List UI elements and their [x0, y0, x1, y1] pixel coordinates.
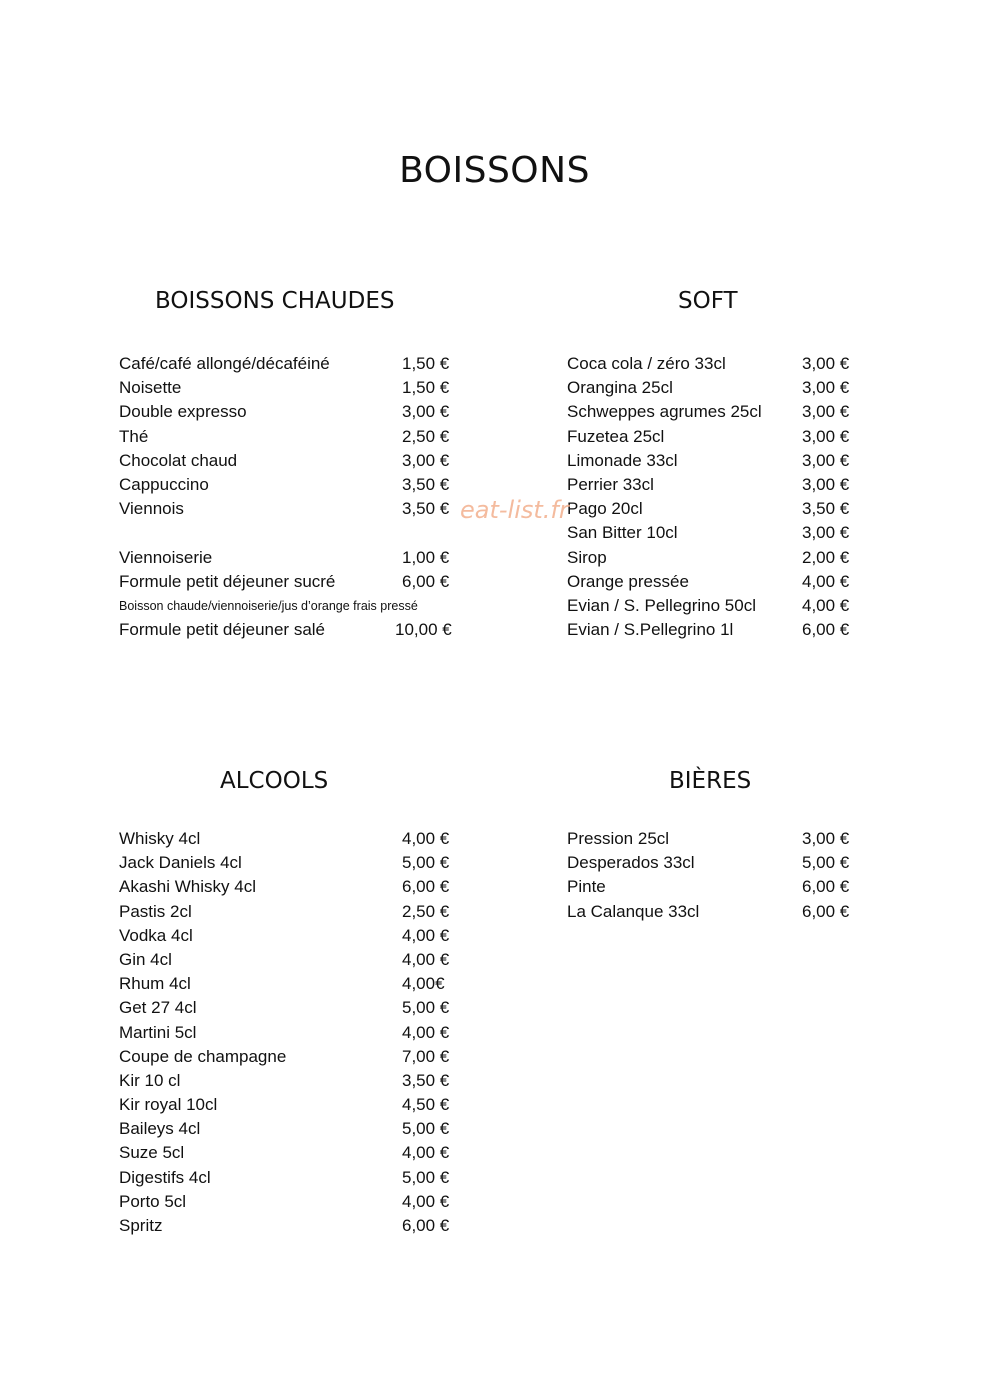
item-price: 2,50 €	[402, 426, 450, 446]
item-price: 5,00 €	[402, 853, 450, 873]
item-name: Café/café allongé/décaféiné	[119, 354, 330, 373]
item-price: 3,00 €	[802, 402, 850, 422]
item-name: Desperados 33cl	[567, 853, 695, 873]
menu-item	[119, 875, 499, 899]
spacer	[119, 521, 499, 545]
item-price: 1,50 €	[402, 354, 450, 373]
item-price: 3,00 €	[802, 474, 850, 494]
menu-item	[119, 900, 499, 924]
item-name: Vodka 4cl	[119, 925, 193, 945]
section-heading-boissons-chaudes: BOISSONS CHAUDES	[155, 288, 395, 314]
item-price: 4,00 €	[802, 571, 850, 591]
item-name: Viennois	[119, 499, 184, 519]
item-name: San Bitter 10cl	[567, 523, 678, 543]
menu-item	[567, 521, 867, 545]
item-price: 10,00 €	[395, 620, 452, 640]
menu-item	[567, 376, 867, 400]
item-name: Baileys 4cl	[119, 1119, 201, 1139]
section-boissons-chaudes	[119, 352, 499, 642]
item-name: Noisette	[119, 378, 182, 398]
menu-item	[567, 875, 867, 899]
menu-item	[119, 1069, 499, 1093]
item-price: 3,50 €	[402, 499, 450, 519]
item-price: 3,00 €	[802, 426, 850, 446]
item-name: Pago 20cl	[567, 499, 643, 519]
item-name: Akashi Whisky 4cl	[119, 877, 256, 897]
item-price: 4,00 €	[402, 925, 450, 945]
menu-item	[119, 1093, 499, 1117]
menu-item	[119, 570, 499, 594]
item-price: 6,00 €	[402, 1216, 450, 1235]
menu-item	[567, 546, 867, 570]
item-price: 5,00 €	[402, 998, 450, 1018]
item-price: 1,50 €	[402, 378, 450, 398]
menu-item	[567, 851, 867, 875]
item-price: 2,50 €	[402, 901, 450, 921]
menu-item	[119, 1166, 499, 1190]
menu-item	[119, 1021, 499, 1045]
section-heading-bieres: BIÈRES	[669, 768, 752, 794]
section-alcools	[119, 827, 499, 1238]
item-price: 3,50 €	[402, 474, 450, 494]
item-name: Pastis 2cl	[119, 901, 192, 921]
menu-item	[119, 1045, 499, 1069]
item-price: 5,00 €	[402, 1119, 450, 1139]
item-price: 4,00€	[402, 974, 445, 994]
item-name: La Calanque 33cl	[567, 901, 700, 921]
menu-item	[119, 1214, 499, 1238]
item-price: 4,00 €	[402, 1022, 450, 1042]
menu-item	[119, 618, 499, 642]
item-price: 7,00 €	[402, 1046, 450, 1066]
menu-item	[567, 400, 867, 424]
item-price: 2,00 €	[802, 547, 850, 567]
item-name: Martini 5cl	[119, 1022, 197, 1042]
menu-item	[567, 827, 867, 851]
menu-item	[567, 594, 867, 618]
item-name: Coupe de champagne	[119, 1046, 287, 1066]
menu-item	[119, 1117, 499, 1141]
menu-item	[119, 497, 499, 521]
item-price: 3,50 €	[802, 499, 850, 519]
menu-item	[567, 352, 867, 376]
item-name: Get 27 4cl	[119, 998, 197, 1018]
menu-item	[119, 473, 499, 497]
item-price: 5,00 €	[402, 1167, 450, 1187]
item-name: Kir 10 cl	[119, 1070, 181, 1090]
menu-item	[119, 827, 499, 851]
menu-item	[119, 546, 499, 570]
item-price: 4,50 €	[402, 1095, 450, 1115]
item-name: Cappuccino	[119, 474, 209, 494]
item-price: 6,00 €	[802, 620, 850, 640]
item-name: Sirop	[567, 547, 607, 567]
watermark-text: eat-list.fr	[460, 496, 569, 524]
item-price: 4,00 €	[402, 1143, 450, 1163]
item-price: 5,00 €	[802, 853, 850, 873]
item-price: 4,00 €	[402, 949, 450, 969]
item-name: Schweppes agrumes 25cl	[567, 402, 762, 422]
section-soft	[567, 352, 867, 642]
item-name: Rhum 4cl	[119, 974, 191, 994]
item-name: Jack Daniels 4cl	[119, 853, 242, 873]
item-name: Suze 5cl	[119, 1143, 185, 1163]
item-name: Orange pressée	[567, 571, 689, 591]
item-name: Spritz	[119, 1216, 163, 1235]
menu-item	[567, 449, 867, 473]
menu-item	[119, 996, 499, 1020]
item-name: Kir royal 10cl	[119, 1095, 218, 1115]
item-price: 3,50 €	[402, 1070, 450, 1090]
item-name: Orangina 25cl	[567, 378, 673, 398]
item-price: 3,00 €	[802, 354, 850, 373]
item-name: Formule petit déjeuner sucré	[119, 571, 336, 591]
item-price: 4,00 €	[402, 829, 450, 848]
menu-item	[567, 473, 867, 497]
menu-item	[119, 352, 499, 376]
item-price: 3,00 €	[802, 523, 850, 543]
item-description: Boisson chaude/viennoiserie/jus d’orange frais pressé	[119, 598, 418, 613]
item-price: 3,00 €	[802, 378, 850, 398]
menu-item	[119, 972, 499, 996]
item-price: 4,00 €	[402, 1191, 450, 1211]
item-name: Perrier 33cl	[567, 474, 654, 494]
menu-item-description	[119, 594, 499, 618]
item-price: 6,00 €	[802, 901, 850, 921]
item-name: Viennoiserie	[119, 547, 213, 567]
menu-item	[119, 425, 499, 449]
menu-item	[567, 570, 867, 594]
item-name: Digestifs 4cl	[119, 1167, 211, 1187]
menu-item	[119, 449, 499, 473]
item-name: Coca cola / zéro 33cl	[567, 354, 726, 373]
menu-item	[567, 618, 867, 642]
item-name: Whisky 4cl	[119, 829, 201, 848]
menu-item	[119, 376, 499, 400]
item-name: Gin 4cl	[119, 949, 172, 969]
page-title: BOISSONS	[399, 150, 590, 191]
item-price: 4,00 €	[802, 595, 850, 615]
item-price: 6,00 €	[402, 571, 450, 591]
item-name: Porto 5cl	[119, 1191, 187, 1211]
item-name: Fuzetea 25cl	[567, 426, 665, 446]
item-name: Thé	[119, 426, 149, 446]
item-price: 3,00 €	[402, 450, 450, 470]
item-price: 6,00 €	[402, 877, 450, 897]
item-price: 3,00 €	[402, 402, 450, 422]
section-heading-soft: SOFT	[678, 288, 738, 314]
menu-item	[119, 924, 499, 948]
menu-item	[119, 1190, 499, 1214]
menu-item	[567, 425, 867, 449]
menu-item	[119, 851, 499, 875]
item-name: Chocolat chaud	[119, 450, 238, 470]
item-price: 6,00 €	[802, 877, 850, 897]
item-price: 3,00 €	[802, 829, 850, 848]
section-bieres	[567, 827, 867, 924]
menu-item	[567, 900, 867, 924]
item-price: 1,00 €	[402, 547, 450, 567]
menu-item	[119, 948, 499, 972]
item-name: Evian / S.Pellegrino 1l	[567, 620, 734, 640]
item-name: Formule petit déjeuner salé	[119, 620, 326, 640]
section-heading-alcools: ALCOOLS	[220, 768, 329, 794]
item-name: Evian / S. Pellegrino 50cl	[567, 595, 756, 615]
menu-item	[567, 497, 867, 521]
menu-item	[119, 1141, 499, 1165]
item-name: Double expresso	[119, 402, 247, 422]
item-name: Pression 25cl	[567, 829, 670, 848]
item-name: Pinte	[567, 877, 606, 897]
menu-item	[119, 400, 499, 424]
item-price: 3,00 €	[802, 450, 850, 470]
item-name: Limonade 33cl	[567, 450, 678, 470]
